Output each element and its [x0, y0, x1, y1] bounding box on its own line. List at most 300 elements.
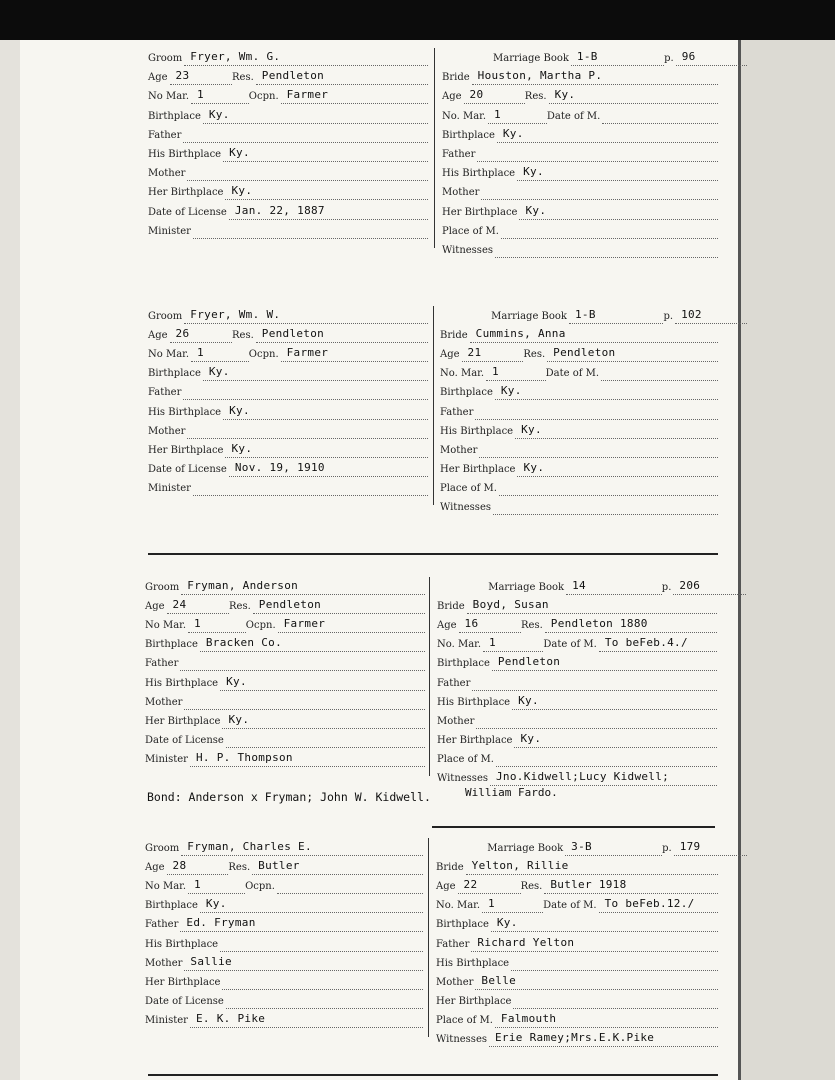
groom-father-line	[183, 126, 428, 143]
field	[437, 731, 717, 748]
bride-residence: Pendleton 1880	[550, 617, 648, 631]
field-label: Witnesses	[442, 245, 493, 256]
groom-residence-line	[256, 68, 428, 85]
bride-father-line	[472, 674, 717, 691]
bride-mother-birthplace: Ky.	[523, 460, 545, 474]
field	[148, 107, 428, 124]
groom-row	[145, 634, 425, 652]
field	[521, 616, 717, 633]
groom-mother-line	[187, 164, 428, 181]
groom-residence: Butler	[258, 859, 300, 873]
groom-father-birthplace: Ky.	[226, 674, 247, 688]
field	[145, 674, 425, 691]
bride-father-line	[471, 935, 718, 952]
bride-birthplace-line	[492, 654, 717, 671]
bride-birthplace: Ky.	[502, 126, 524, 140]
bride-row	[440, 440, 718, 458]
bride-row	[437, 596, 717, 614]
field-label: p.	[662, 843, 672, 854]
field-label: Mother	[145, 696, 183, 708]
groom-name: Fryer, Wm. G.	[190, 50, 281, 63]
groom-row	[145, 914, 423, 932]
groom-name-line	[181, 578, 425, 595]
field	[442, 145, 718, 162]
groom-age-line	[167, 858, 229, 875]
bride-mother-line	[475, 973, 718, 990]
groom-row	[145, 972, 423, 990]
field-label: Groom	[145, 843, 180, 854]
bride-mother-birthplace: Ky.	[525, 203, 547, 217]
field	[662, 839, 747, 856]
groom-birthplace: Bracken Co.	[205, 636, 283, 650]
field	[436, 858, 718, 875]
groom-row	[145, 653, 425, 671]
field	[440, 345, 523, 362]
field-label: Res.	[229, 601, 251, 613]
groom-marriage-count-line	[191, 345, 249, 362]
bride-row	[436, 1010, 718, 1028]
field	[148, 222, 428, 239]
field-label: Birthplace	[436, 919, 489, 931]
bride-row	[442, 67, 718, 85]
bride-row	[440, 325, 718, 343]
field	[148, 203, 428, 220]
field-label: His Birthplace	[148, 149, 222, 160]
groom-row	[145, 895, 423, 913]
field	[436, 954, 718, 971]
field-label: Witnesses	[440, 502, 491, 513]
field-label: Bride	[442, 72, 470, 84]
field	[148, 145, 428, 162]
bride-row	[440, 497, 718, 515]
bride-father-birthplace-line	[512, 693, 717, 710]
bond-note: Bond: Anderson x Fryman; John W. Kidwell.	[147, 790, 431, 804]
bride-row	[440, 402, 718, 420]
field-label: Res.	[232, 72, 254, 84]
field	[145, 858, 228, 875]
field-label: Father	[440, 406, 474, 418]
field-label: Ocpn.	[248, 349, 279, 361]
bride-row	[440, 459, 718, 477]
groom-mother-birthplace-line	[225, 441, 428, 458]
field	[148, 345, 249, 362]
groom-marriage-count: 1	[197, 346, 204, 360]
field-label: Age	[145, 601, 165, 613]
field-label: Place of M.	[437, 753, 494, 765]
bride-age-line	[462, 345, 524, 362]
section-divider	[432, 826, 715, 828]
witnesses-line	[493, 498, 718, 515]
bride-row	[440, 478, 718, 496]
field	[440, 460, 718, 477]
groom-father-birthplace-line	[223, 403, 428, 420]
groom-row	[148, 363, 428, 381]
bride-mother-line	[476, 712, 717, 729]
record-column-divider	[429, 577, 430, 776]
groom-row	[148, 440, 428, 458]
groom-occupation-line	[278, 616, 425, 633]
marriage-book-number: 1-B	[575, 308, 596, 321]
bride-row	[440, 382, 718, 400]
groom-row	[148, 325, 428, 343]
groom-occupation-line	[281, 345, 428, 362]
field-label: Res.	[232, 330, 254, 342]
witnesses-line	[489, 1030, 718, 1047]
groom-occupation: Farmer	[283, 617, 326, 631]
field	[442, 68, 718, 85]
bride-father: Richard Yelton	[477, 935, 575, 949]
groom-father-birthplace-line	[220, 935, 423, 952]
field-label: Witnesses	[437, 773, 488, 784]
groom-row	[148, 144, 428, 162]
field	[436, 1011, 718, 1028]
field-label: Groom	[148, 53, 183, 64]
field	[246, 616, 425, 633]
groom-row	[148, 67, 428, 85]
groom-row	[148, 306, 428, 324]
groom-row	[145, 615, 425, 633]
field	[148, 441, 428, 458]
groom-residence-line	[253, 597, 425, 614]
bride-row	[436, 972, 718, 990]
field	[442, 203, 718, 220]
field	[442, 164, 718, 181]
scan-top-border	[0, 0, 835, 40]
groom-row	[145, 711, 425, 729]
marriage-book-number: 1-B	[576, 50, 598, 63]
field-label: His Birthplace	[145, 938, 219, 950]
field-label: Father	[436, 938, 470, 950]
groom-father-line	[180, 915, 423, 932]
witnesses-continued: William Fardo.	[465, 786, 558, 800]
marriage-date: To beFeb.12./	[604, 897, 695, 911]
license-date: Jan. 22, 1887	[234, 203, 325, 217]
field	[145, 1011, 423, 1028]
groom-row	[145, 953, 423, 971]
field	[442, 87, 525, 104]
bride-age-line	[459, 616, 521, 633]
field-label: Mother	[145, 957, 183, 969]
groom-father: Ed. Fryman	[186, 916, 256, 930]
groom-mother-birthplace: Ky.	[231, 441, 253, 455]
field	[547, 107, 718, 124]
field	[436, 896, 543, 913]
minister: H. P. Thompson	[195, 750, 293, 764]
marriage-book-line	[440, 306, 758, 324]
bride-mother-birthplace-line	[519, 203, 718, 220]
field	[436, 877, 521, 894]
groom-row	[145, 876, 423, 894]
groom-row	[145, 934, 423, 952]
field	[145, 973, 423, 990]
field-label: Ocpn.	[245, 620, 276, 632]
field	[437, 616, 521, 633]
bride-row	[442, 163, 718, 181]
field-label: Her Birthplace	[145, 976, 221, 988]
field	[148, 164, 428, 181]
field-label: Age	[442, 91, 462, 103]
bride-name-line	[467, 597, 717, 614]
field-label: His Birthplace	[148, 406, 222, 418]
field	[148, 422, 428, 439]
field-label: Mother	[437, 715, 475, 727]
field	[148, 49, 428, 66]
marriage-date-line	[599, 635, 717, 652]
bride-residence-line	[544, 877, 718, 894]
field-label: Her Birthplace	[442, 206, 518, 218]
groom-row	[145, 577, 425, 595]
field-label: His Birthplace	[440, 425, 514, 437]
field	[437, 635, 543, 652]
marriage-book-page: 206	[679, 579, 701, 592]
groom-name-line	[184, 49, 428, 66]
field-label: Date of License	[148, 206, 227, 218]
groom-birthplace: Ky.	[205, 897, 227, 911]
bride-row	[442, 86, 718, 104]
field	[245, 877, 423, 894]
marriage-book-page: 102	[681, 308, 702, 321]
bride-name: Houston, Martha P.	[477, 69, 603, 83]
groom-name: Fryman, Charles E.	[187, 840, 312, 853]
field-label: Minister	[148, 482, 191, 494]
bride-name: Cummins, Anna	[475, 327, 566, 341]
groom-mother-birthplace-line	[222, 973, 423, 990]
groom-name: Fryman, Anderson	[187, 579, 299, 592]
bride-row	[437, 768, 717, 786]
field	[145, 935, 423, 952]
field	[148, 183, 428, 200]
groom-row	[148, 163, 428, 181]
section-divider	[148, 553, 718, 555]
field	[493, 49, 664, 66]
marriage-book-number-line	[565, 839, 662, 856]
bride-row	[442, 221, 718, 239]
bride-row	[436, 914, 718, 932]
bride-father-birthplace-line	[511, 954, 718, 971]
field	[442, 183, 718, 200]
marriage-book-page: 179	[679, 840, 701, 853]
minister: E. K. Pike	[195, 1011, 266, 1025]
field	[437, 597, 717, 614]
field-label: Age	[437, 620, 457, 632]
bride-row	[437, 749, 717, 767]
bride-father-line	[477, 145, 718, 162]
bride-father-birthplace: Ky.	[521, 422, 542, 436]
witnesses: Erie Ramey;Mrs.E.K.Pike	[495, 1031, 655, 1044]
bride-mother-line	[481, 183, 718, 200]
field-label: His Birthplace	[145, 677, 219, 689]
bride-father-birthplace: Ky.	[518, 693, 539, 707]
field-label: Age	[148, 330, 168, 342]
groom-name-line	[184, 307, 428, 324]
groom-age: 24	[172, 598, 187, 612]
field-label: Res.	[523, 349, 546, 361]
bride-row	[437, 711, 717, 729]
groom-mother-birthplace-line	[225, 183, 428, 200]
bride-row	[436, 991, 718, 1009]
bride-marriage-count: 1	[492, 365, 499, 379]
field-label: Groom	[148, 311, 183, 322]
field	[436, 992, 718, 1009]
bride-age: 22	[463, 878, 478, 892]
bride-row	[442, 202, 718, 220]
field	[437, 674, 717, 691]
bride-row	[440, 344, 718, 362]
bride-marriage-count-line	[488, 107, 547, 124]
field-label: No. Mar.	[440, 368, 485, 380]
field	[249, 345, 428, 362]
field-label: Minister	[148, 225, 191, 237]
field	[145, 915, 423, 932]
bride-name: Yelton, Rillie	[471, 859, 569, 873]
minister-line	[190, 1011, 423, 1028]
field	[145, 877, 245, 894]
field-label: His Birthplace	[442, 168, 516, 180]
field-label: No. Mar.	[442, 110, 487, 122]
groom-father-birthplace-line	[223, 145, 428, 162]
field	[664, 49, 747, 66]
field	[521, 877, 718, 894]
bride-row	[436, 876, 718, 894]
marriage-place-line	[499, 479, 718, 496]
field-label: Birthplace	[442, 129, 495, 141]
field	[663, 307, 746, 324]
marriage-book-page-line	[674, 839, 747, 856]
minister-line	[190, 750, 425, 767]
field	[145, 654, 425, 671]
field-label: No Mar.	[145, 881, 187, 893]
bride-row	[436, 934, 718, 952]
bride-birthplace-line	[491, 915, 718, 932]
marriage-book-number: 14	[572, 579, 586, 592]
groom-age-line	[167, 597, 229, 614]
groom-mother-birthplace: Ky.	[228, 712, 250, 726]
field	[232, 326, 428, 343]
field	[148, 307, 428, 324]
minister-line	[193, 479, 428, 496]
groom-residence: Pendleton	[258, 598, 322, 612]
groom-row	[145, 991, 423, 1009]
field	[437, 712, 717, 729]
field-label: Res.	[524, 91, 547, 103]
bride-residence-line	[549, 87, 718, 104]
field-label: No Mar.	[148, 349, 190, 361]
groom-birthplace: Ky.	[208, 107, 230, 121]
field-label: No Mar.	[148, 91, 190, 103]
marriage-place-line	[496, 750, 717, 767]
witnesses-line	[490, 769, 717, 786]
bride-age: 21	[467, 346, 482, 360]
bride-residence-line	[545, 616, 717, 633]
field	[145, 839, 423, 856]
groom-row	[145, 673, 425, 691]
bride-name-line	[466, 858, 718, 875]
bride-father-birthplace: Ky.	[523, 165, 544, 179]
field-label: Res.	[228, 862, 251, 874]
page-fold-shadow	[738, 40, 741, 1080]
field-label: Ocpn.	[245, 881, 275, 893]
groom-row	[145, 1010, 423, 1028]
bride-age-line	[458, 877, 521, 894]
groom-row	[148, 344, 428, 362]
field-label: Marriage Book	[488, 582, 565, 593]
field-label: Age	[440, 349, 460, 361]
field-label: Age	[145, 862, 165, 874]
field	[148, 68, 232, 85]
bride-row	[436, 953, 718, 971]
field-label: Marriage Book	[487, 843, 564, 854]
bride-marriage-count: 1	[489, 636, 496, 650]
minister-line	[193, 222, 428, 239]
marriage-date: To beFeb.4./	[604, 636, 688, 650]
groom-age: 23	[175, 69, 190, 83]
field	[148, 479, 428, 496]
groom-mother-line	[184, 693, 425, 710]
field	[228, 858, 423, 875]
field-label: Witnesses	[436, 1034, 487, 1045]
license-date: Nov. 19, 1910	[234, 460, 325, 474]
field	[145, 896, 423, 913]
field-label: p.	[661, 582, 672, 593]
field	[437, 769, 717, 786]
field-label: Mother	[148, 425, 186, 437]
bride-mother: Belle	[481, 973, 517, 987]
groom-father-birthplace: Ky.	[229, 146, 250, 159]
groom-row	[148, 48, 428, 66]
bride-row	[437, 692, 717, 710]
field-label: Place of M.	[440, 482, 497, 494]
field	[148, 403, 428, 420]
field-label: Bride	[437, 601, 465, 613]
bride-birthplace: Pendleton	[497, 655, 561, 669]
groom-residence-line	[256, 326, 428, 343]
field	[148, 326, 232, 343]
groom-row	[148, 459, 428, 477]
bride-age-line	[464, 87, 525, 104]
marriage-place: Falmouth	[500, 1011, 557, 1025]
groom-row	[148, 182, 428, 200]
field-label: Birthplace	[145, 900, 198, 912]
record-column-divider	[434, 48, 435, 248]
field-label: Bride	[436, 862, 464, 874]
field-label: Her Birthplace	[437, 734, 513, 746]
bride-marriage-count-line	[486, 364, 546, 381]
witnesses: Jno.Kidwell;Lucy Kidwell;	[496, 770, 670, 783]
field	[525, 87, 718, 104]
witnesses-line	[495, 241, 718, 258]
bride-row	[437, 634, 717, 652]
field-label: Marriage Book	[491, 311, 567, 322]
bride-row	[442, 144, 718, 162]
marriage-book-page-line	[675, 307, 747, 324]
groom-mother-line	[187, 422, 428, 439]
bride-marriage-count: 1	[494, 107, 501, 121]
field-label: Birthplace	[440, 387, 493, 399]
marriage-book-number-line	[569, 307, 663, 324]
bride-row	[442, 182, 718, 200]
groom-row	[145, 596, 425, 614]
bride-residence-line	[547, 345, 718, 362]
bride-residence: Pendleton	[553, 346, 616, 360]
field-label: Marriage Book	[493, 53, 569, 64]
groom-occupation: Farmer	[286, 88, 329, 102]
field-label: p.	[664, 53, 674, 64]
groom-row	[145, 749, 425, 767]
field-label: Her Birthplace	[145, 715, 221, 727]
field-label: Ocpn.	[248, 91, 279, 103]
groom-mother-line	[184, 954, 423, 971]
marriage-date-line	[601, 364, 718, 381]
